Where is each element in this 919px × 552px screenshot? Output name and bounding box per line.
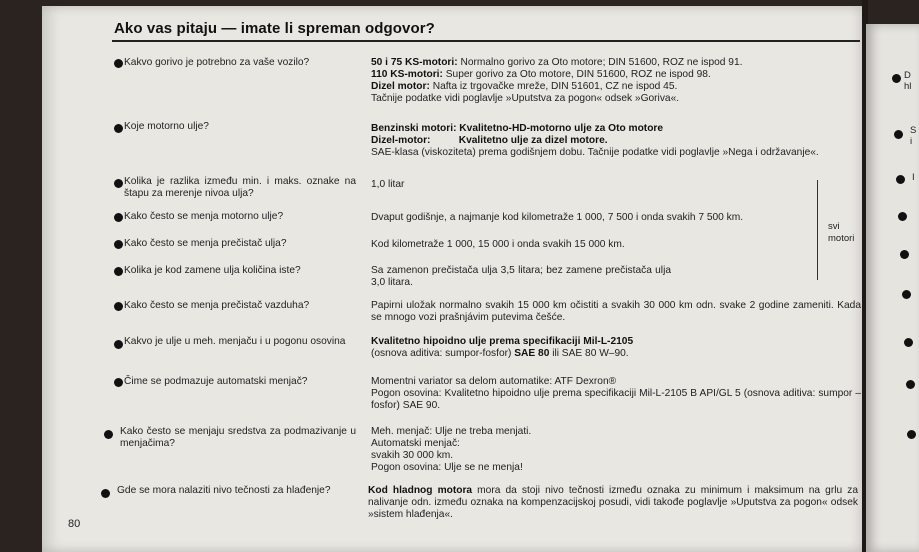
title-rule <box>112 40 860 42</box>
bullet-icon <box>894 130 903 139</box>
question-9: Čime se podmazuje automatski menjač? <box>124 376 308 387</box>
brace-label: svi motori <box>828 221 855 244</box>
answer-3: 1,0 litar <box>371 179 405 190</box>
question-6: Kolika je kod zamene ulja količina iste? <box>124 265 301 276</box>
question-1: Kakvo gorivo je potrebno za vaše vozilo? <box>124 57 310 68</box>
answer-9: Momentni variator sa delom automatike: ATF Dexron® Pogon osovina: Kvalitetno hipoidno ulje prema specifikaciji Mil-L-2105 B API/GL 5 (osnova aditiva: sumpor – fosfor) SAE 90. <box>371 376 861 411</box>
bullet-icon <box>907 430 916 439</box>
page-number: 80 <box>68 518 81 530</box>
bullet-icon <box>904 338 913 347</box>
answer-11: Kod hladnog motora mora da stoji nivo tečnosti između oznaka zu minimum i maksimum na grlu za nalivanje odn. između oznaka na kompenzacijskoj posudi, vidi takođe poglavlje »Uputstva za pogon« odsek »sistem hlađenja«. <box>368 485 859 520</box>
bullet-icon <box>896 175 905 184</box>
bullet-icon <box>114 340 123 349</box>
answer-6: Sa zamenon prečistača ulja 3,5 litara; bez zamene prečistača ulja 3,0 litara. <box>371 265 671 288</box>
answer-5: Kod kilometraže 1 000, 15 000 i onda svakih 15 000 km. <box>371 239 625 250</box>
answer-10: Meh. menjač: Ulje ne treba menjati. Automatski menjač: svakih 30 000 km. Pogon osovina: Ulje se ne menja! <box>371 426 532 473</box>
right-fragment: hl <box>904 81 912 92</box>
answer-4: Dvaput godišnje, a najmanje kod kilometraže 1 000, 7 500 i onda svakih 7 500 km. <box>371 212 744 223</box>
right-fragment: i <box>910 136 913 147</box>
bullet-icon <box>114 302 123 311</box>
bullet-icon <box>114 59 123 68</box>
bullet-icon <box>114 378 123 387</box>
bullet-icon <box>101 489 110 498</box>
bullet-icon <box>114 179 123 188</box>
question-11: Gde se mora nalaziti nivo tečnosti za hlađenje? <box>117 485 331 496</box>
brace-bracket <box>809 180 818 280</box>
answer-2: Benzinski motori: Kvalitetno-HD-motorno ulje za Oto motore Dizel-motor: Kvalitetno ulje za dizel motore. SAE-klasa (viskoziteta) prema godišnjem dobu. Tačnije podatke vidi poglavlje »Nega i održavanje«. <box>371 123 819 158</box>
question-7: Kako često se menja prečistač vazduha? <box>124 300 310 311</box>
question-10: Kako često se menjaju sredstva za podmazivanje u menjačima? <box>120 426 356 449</box>
bullet-icon <box>906 380 915 389</box>
bullet-icon <box>114 240 123 249</box>
bullet-icon <box>892 74 901 83</box>
answer-8: Kvalitetno hipoidno ulje prema specifikaciji Mil-L-2105 (osnova aditiva: sumpor-fosfor) SAE 80 ili SAE 80 W–90. <box>371 336 634 359</box>
bullet-icon <box>898 212 907 221</box>
question-5: Kako često se menja prečistač ulja? <box>124 238 287 249</box>
bullet-icon <box>114 124 123 133</box>
right-fragment: I <box>912 172 915 183</box>
bullet-icon <box>114 213 123 222</box>
right-fragment: S <box>910 125 917 136</box>
bullet-icon <box>902 290 911 299</box>
question-4: Kako često se menja motorno ulje? <box>124 211 284 222</box>
bullet-icon <box>900 250 909 259</box>
question-3: Kolika je razlika između min. i maks. oznake na štapu za merenje nivoa ulja? <box>124 176 356 199</box>
bullet-icon <box>114 267 123 276</box>
right-fragment: D <box>904 70 911 81</box>
answer-1: 50 i 75 KS-motori: Normalno gorivo za Oto motore; DIN 51600, ROZ ne ispod 91. 110 KS-motori: Super gorivo za Oto motore, DIN 51600, ROZ ne ispod 98. Dizel motor: Nafta iz trgovačke mreže, DIN 51601, CZ ne ispod 45. Tačnije podatke vidi poglavlje »Uputstva za pogon« odsek »Goriva«. <box>371 57 743 104</box>
bullet-icon <box>104 430 113 439</box>
question-8: Kakvo je ulje u meh. menjaču i u pogonu osovina <box>124 336 346 347</box>
answer-7: Papirni uložak normalno svakih 15 000 km očistiti a svakih 30 000 km odn. svake 2 godine zameniti. Kada se mnogo vozi prašnjávim putevima češće. <box>371 300 861 323</box>
page-title: Ako vas pitaju — imate li spreman odgovor? <box>114 20 435 37</box>
question-2: Koje motorno ulje? <box>124 121 209 132</box>
right-page <box>866 24 919 552</box>
